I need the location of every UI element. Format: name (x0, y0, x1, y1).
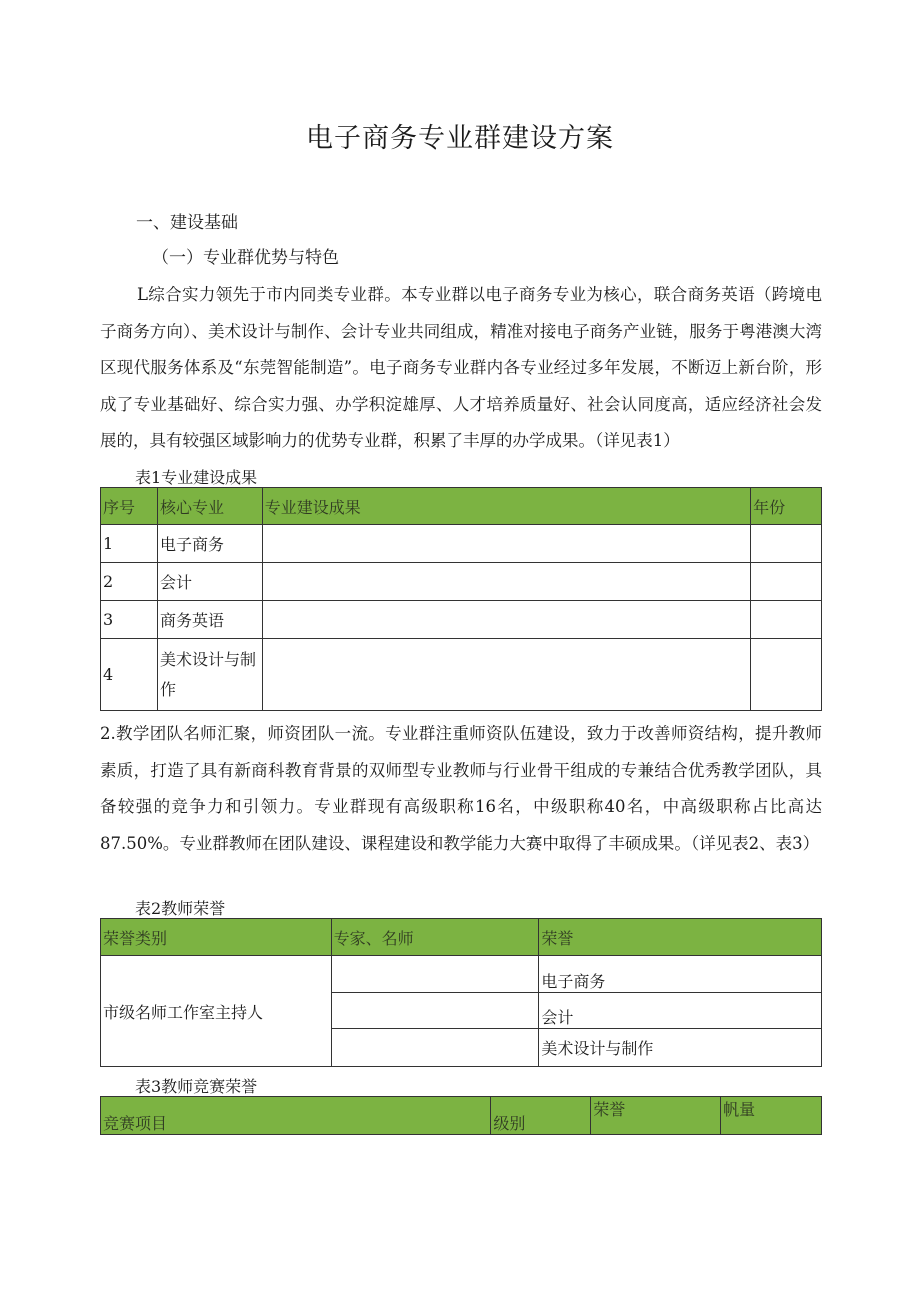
table-cell: 1 (101, 525, 158, 563)
table-header-row (101, 919, 822, 956)
paragraph-text: 2.教学团队名师汇聚，师资团队一流。专业群注重师资队伍建设，致力于改善师资结构，提升教师素质，打造了具有新商科教育背景的双师型专业教师与行业骨干组成的专兼结合优秀教学团队，具备较强的竞争力和引领力。专业群现有高级职称16名，中级职称40名，中高级职称占比高达87.50%。专业群教师在团队建设、课程建设和教学能力大赛中取得了丰硕成果。（详见表2、表3） (100, 724, 822, 853)
table-row (101, 601, 822, 639)
header-cell: 帆量 (721, 1097, 822, 1135)
table-cell: 2 (101, 563, 158, 601)
table-cell (751, 525, 822, 563)
header-cell: 竞赛项目 (101, 1097, 491, 1135)
table-cell (262, 563, 750, 601)
table-cell (331, 993, 539, 1029)
table-cell (262, 601, 750, 639)
table-row (101, 563, 822, 601)
header-cell: 专业建设成果 (262, 488, 750, 525)
table-competition-honors (100, 1096, 822, 1135)
table-teacher-honors (100, 918, 822, 1067)
table-cell: 会计 (157, 563, 262, 601)
header-cell: 序号 (101, 488, 158, 525)
header-cell: 荣誉 (539, 919, 822, 956)
table-header-row (101, 1097, 822, 1135)
table-cell: 电子商务 (157, 525, 262, 563)
table-row (101, 525, 822, 563)
header-cell: 核心专业 (157, 488, 262, 525)
section-heading: 一、建设基础 (136, 213, 238, 233)
table-achievements (100, 487, 822, 711)
paragraph-text: L综合实力领先于市内同类专业群。本专业群以电子商务专业为核心，联合商务英语（跨境电子商务方向）、美术设计与制作、会计专业共同组成，精准对接电子商务产业链，服务于粤港澳大湾区现代服务体系及“东莞智能制造”。电子商务专业群内各专业经过多年发展，不断迈上新台阶，形成了专业基础好、综合实力强、办学积淀雄厚、人才培养质量好、社会认同度高，适应经济社会发展的，具有较强区域影响力的优势专业群，积累了丰厚的办学成果。（详见表1） (100, 285, 822, 450)
table-cell: 商务英语 (157, 601, 262, 639)
header-cell: 荣誉类别 (101, 919, 332, 956)
table-cell (331, 956, 539, 993)
table-row (101, 639, 822, 711)
table-cell (751, 563, 822, 601)
header-cell: 级别 (491, 1097, 591, 1135)
header-cell: 专家、名师 (331, 919, 539, 956)
table-caption: 表2教师荣誉 (135, 899, 226, 918)
header-cell: 年份 (751, 488, 822, 525)
table-row (101, 956, 822, 993)
table-cell: 市级名师工作室主持人 (101, 956, 332, 1067)
table-caption: 表1专业建设成果 (135, 468, 258, 487)
table-cell (751, 601, 822, 639)
table-header-row (101, 488, 822, 525)
table-cell: 电子商务 (539, 956, 822, 993)
table-cell: 3 (101, 601, 158, 639)
paragraph-1 (100, 277, 822, 460)
table-cell (751, 639, 822, 711)
table-cell (262, 639, 750, 711)
table-cell (262, 525, 750, 563)
table-caption: 表3教师竞赛荣誉 (135, 1077, 258, 1096)
table-cell: 美术设计与制作 (539, 1029, 822, 1067)
header-cell: 荣誉 (591, 1097, 721, 1135)
table-cell: 4 (101, 639, 158, 711)
page-title: 电子商务专业群建设方案 (306, 123, 614, 154)
subsection-heading: （一）专业群优势与特色 (152, 248, 339, 268)
table-cell (331, 1029, 539, 1067)
table-cell: 美术设计与制作 (157, 639, 262, 711)
paragraph-2 (100, 716, 822, 862)
table-cell: 会计 (539, 993, 822, 1029)
